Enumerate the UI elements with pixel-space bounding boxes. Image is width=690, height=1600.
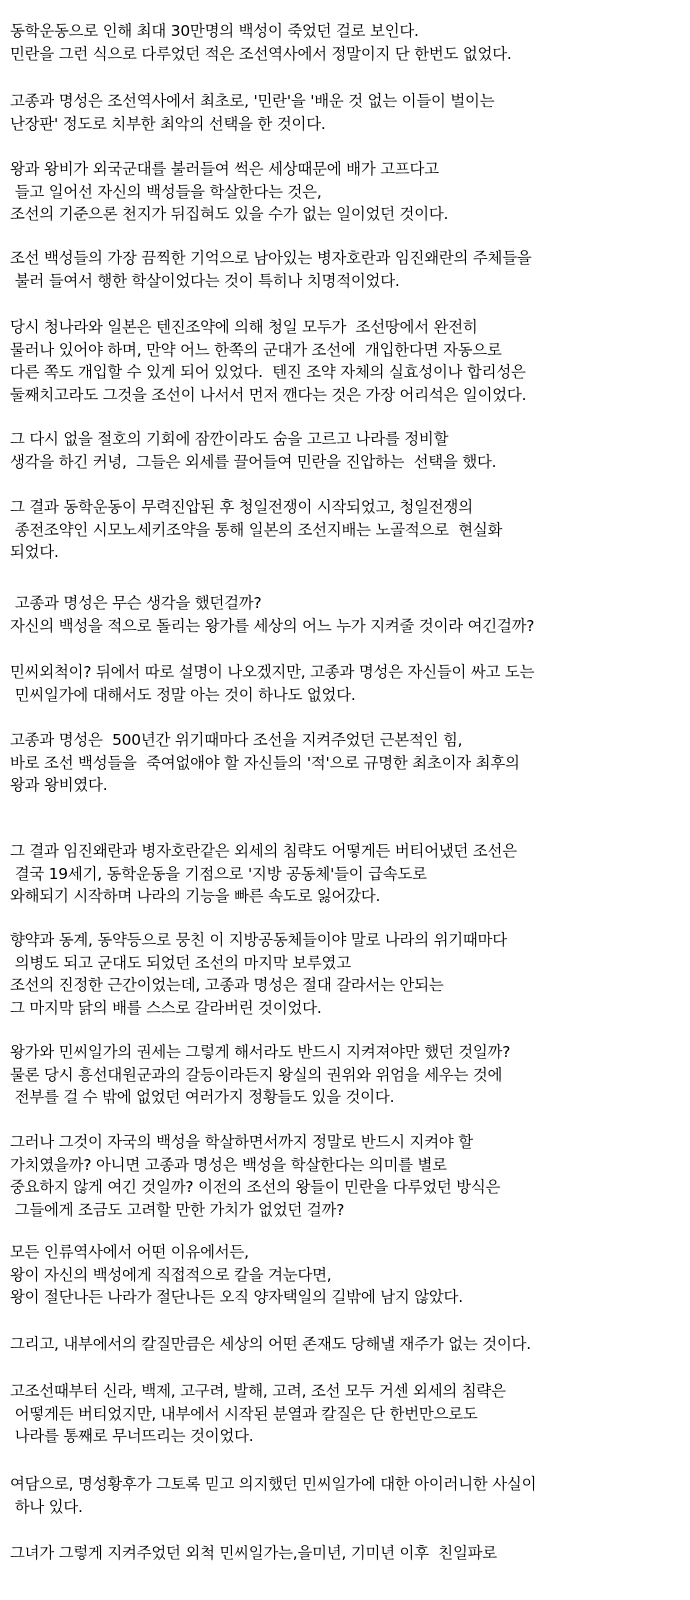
text-line: 그러나 그것이 자국의 백성을 학살하면서까지 정말로 반드시 지켜야 할 bbox=[10, 1133, 473, 1151]
text-line: 조선의 진정한 근간이었는데, 고종과 명성은 절대 갈라서는 안되는 bbox=[10, 976, 444, 994]
paragraph bbox=[10, 316, 526, 406]
paragraph bbox=[10, 20, 512, 65]
text-line: 전부를 걸 수 밖에 없었던 여러가지 정황들도 있을 것이다. bbox=[10, 1088, 395, 1106]
text-line: 와해되기 시작하며 나라의 기능을 빠른 속도로 잃어갔다. bbox=[10, 887, 381, 905]
text-line: 바로 조선 백성들을 죽여없애야 할 자신들의 '적'으로 규명한 최초이자 최후의 bbox=[10, 753, 520, 772]
text-line: 다른 쪽도 개입할 수 있게 되어 있었다. 텐진 조약 자체의 실효성이나 합리성은 bbox=[10, 363, 526, 381]
paragraph bbox=[10, 1241, 463, 1309]
paragraph bbox=[10, 428, 496, 473]
text-line: 그 결과 동학운동이 무력진압된 후 청일전쟁이 시작되었고, 청일전쟁의 bbox=[10, 498, 473, 516]
text-line: 중요하지 않게 여긴 것일까? 이전의 조선의 왕들이 민란을 다루었던 방식은 bbox=[10, 1178, 501, 1196]
text-line: 왕가와 민씨일가의 권세는 그렇게 해서라도 반드시 지켜져야만 했던 것일까? bbox=[10, 1043, 511, 1061]
paragraph bbox=[10, 1041, 510, 1109]
text-line: 모든 인류역사에서 어떤 이유에서든, bbox=[10, 1243, 249, 1261]
text-line: 그 마지막 닭의 배를 스스로 갈라버린 것이었다. bbox=[10, 998, 322, 1017]
paragraph bbox=[10, 90, 494, 135]
text-line: 물론 당시 흥선대원군과의 갈등이라든지 왕실의 권위와 위엄을 세우는 것에 bbox=[10, 1065, 503, 1084]
paragraph bbox=[10, 661, 534, 706]
text-line: 자신의 백성을 적으로 돌리는 왕가를 세상의 어느 누가 지켜줄 것이라 여긴걸까? bbox=[10, 616, 535, 635]
text-line: 그리고, 내부에서의 칼질만큼은 세상의 어떤 존재도 당해낼 재주가 없는 것이다. bbox=[10, 1335, 531, 1353]
text-line: 그 결과 임진왜란과 병자호란같은 외세의 침략도 어떻게든 버티어냈던 조선은 bbox=[10, 842, 517, 860]
paragraph bbox=[10, 496, 502, 564]
text-line: 불러 들여서 행한 학살이었다는 것이 특히나 치명적이었다. bbox=[10, 271, 400, 290]
text-line: 민란을 그런 식으로 다루었던 적은 조선역사에서 정말이지 단 한번도 없었다. bbox=[10, 44, 512, 63]
text-line: 고조선때부터 신라, 백제, 고구려, 발해, 고려, 조선 모두 거센 외세의 침략은 bbox=[10, 1382, 506, 1400]
text-line: 하나 있다. bbox=[10, 1497, 83, 1516]
text-line: 당시 청나라와 일본은 텐진조약에 의해 청일 모두가 조선땅에서 완전히 bbox=[10, 318, 478, 336]
paragraph bbox=[10, 929, 507, 1019]
text-line: 동학운동으로 인해 최대 30만명의 백성이 죽었던 걸로 보인다. bbox=[10, 22, 419, 40]
text-line: 왕이 절단나든 나라가 절단나든 오직 양자택일의 길밖에 남지 않았다. bbox=[10, 1288, 463, 1306]
text-line: 고종과 명성은 500년간 위기때마다 조선을 지켜주었던 근본적인 힘, bbox=[10, 731, 463, 749]
text-line: 둘째치고라도 그것을 조선이 나서서 먼저 깬다는 것은 가장 어리석은 일이었다. bbox=[10, 385, 527, 404]
paragraph bbox=[10, 729, 520, 797]
text-line: 그 다시 없을 절호의 기회에 잠깐이라도 숨을 고르고 나라를 정비할 bbox=[10, 430, 449, 448]
text-line: 생각을 하긴 커녕, 그들은 외세를 끌어들여 민란을 진압하는 선택을 했다. bbox=[10, 452, 497, 471]
text-line: 왕과 왕비였다. bbox=[10, 776, 108, 794]
text-line: 민씨일가에 대해서도 정말 아는 것이 하나도 없었다. bbox=[10, 685, 356, 704]
text-line: 왕이 자신의 백성에게 직접적으로 칼을 겨눈다면, bbox=[10, 1265, 332, 1284]
text-line: 나라를 통째로 무너뜨리는 것이었다. bbox=[10, 1427, 254, 1445]
text-line: 왕과 왕비가 외국군대를 불러들여 썩은 세상때문에 배가 고프다고 bbox=[10, 160, 439, 178]
text-line: 여담으로, 명성황후가 그토록 믿고 의지했던 민씨일가에 대한 아이러니한 사실이 bbox=[10, 1475, 537, 1493]
paragraph bbox=[10, 1473, 536, 1518]
paragraph bbox=[10, 592, 534, 637]
text-line: 의병도 되고 군대도 되었던 조선의 마지막 보루였고 bbox=[10, 953, 351, 972]
paragraph bbox=[10, 247, 532, 292]
text-line: 가치였을까? 아니면 고종과 명성은 백성을 학살한다는 의미를 별로 bbox=[10, 1155, 447, 1174]
text-line: 고종과 명성은 조선역사에서 최초로, '민란'을 '배운 것 없는 이들이 벌이는 bbox=[10, 92, 495, 110]
text-line: 결국 19세기, 동학운동을 기점으로 '지방 공동체'들이 급속도로 bbox=[10, 864, 427, 883]
text-line: 들고 일어선 자신의 백성들을 학살한다는 것은, bbox=[10, 182, 322, 201]
text-line: 종전조약인 시모노세키조약을 통해 일본의 조선지배는 노골적으로 현실화 bbox=[10, 520, 503, 539]
text-line: 조선 백성들의 가장 끔찍한 기억으로 남아있는 병자호란과 임진왜란의 주체들을 bbox=[10, 249, 532, 267]
text-line: 어떻게든 버티었지만, 내부에서 시작된 분열과 칼질은 단 한번만으로도 bbox=[10, 1404, 478, 1423]
text-line: 난장판' 정도로 치부한 최악의 선택을 한 것이다. bbox=[10, 114, 326, 133]
paragraph bbox=[10, 840, 517, 908]
text-line: 그녀가 그렇게 지켜주었던 외척 민씨일가는,을미년, 기미년 이후 친일파로 bbox=[10, 1544, 497, 1562]
paragraph bbox=[10, 1380, 506, 1448]
text-line: 향약과 동계, 동약등으로 뭉친 이 지방공동체들이야 말로 나라의 위기때마다 bbox=[10, 931, 507, 949]
text-line: 물러나 있어야 하며, 만약 어느 한쪽의 군대가 조선에 개입한다면 자동으로 bbox=[10, 340, 502, 359]
paragraph bbox=[10, 1131, 500, 1221]
paragraph bbox=[10, 1542, 497, 1565]
text-line: 그들에게 조금도 고려할 만한 가치가 없었던 걸까? bbox=[10, 1200, 345, 1219]
paragraph bbox=[10, 1333, 531, 1356]
text-line: 민씨외척이? 뒤에서 따로 설명이 나오겠지만, 고종과 명성은 자신들이 싸고 도는 bbox=[10, 663, 535, 681]
paragraph bbox=[10, 158, 448, 226]
text-line: 고종과 명성은 무슨 생각을 했던걸까? bbox=[10, 594, 262, 612]
text-line: 조선의 기준으론 천지가 뒤집혀도 있을 수가 없는 일이었던 것이다. bbox=[10, 205, 449, 223]
text-line: 되었다. bbox=[10, 543, 59, 561]
